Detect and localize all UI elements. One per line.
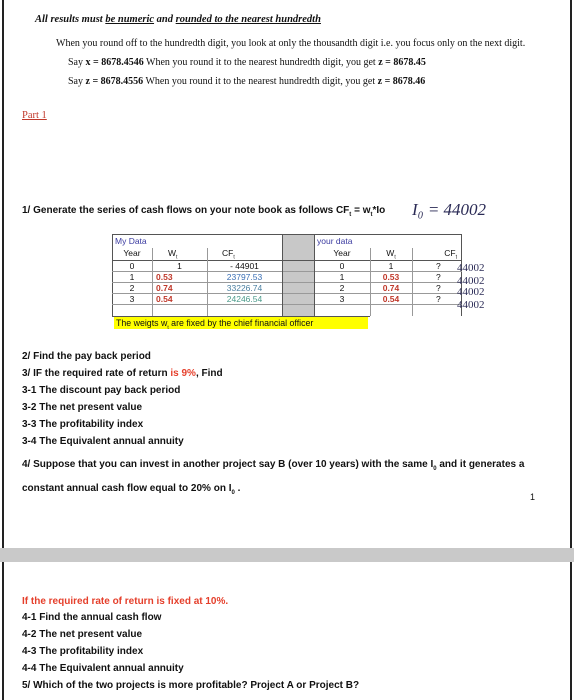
col-w: $W_t$ (168, 248, 178, 261)
your-col-w: $W_t$ (386, 248, 396, 261)
col-year: Year (123, 248, 141, 258)
table-cell: 33226.74 (226, 283, 263, 293)
question-4-3: 4-3 The profitability index (22, 646, 144, 657)
page-separator (0, 548, 574, 562)
question-4-4: 4-4 The Equivalent annual annuity (22, 663, 184, 674)
col-cf: $CF_t$ (222, 248, 235, 261)
table-cell: 0.54 (156, 294, 173, 304)
table-cell: 0.53 (382, 272, 400, 282)
table-cell: 1 (339, 272, 345, 282)
table-cell: 1 (129, 272, 135, 282)
weights-note: The weigts $w_t$ are fixed by the chief financial officer (116, 318, 314, 331)
my-data-header: My Data (115, 236, 147, 246)
page-border-left-2 (2, 562, 4, 700)
your-col-cf: $CF_t$ (444, 248, 457, 261)
your-col-year: Year (333, 248, 351, 258)
page-border-right (570, 0, 572, 548)
table-cell: 1 (388, 261, 394, 271)
table-cell: - 44901 (230, 261, 259, 271)
table-cell: 1 (177, 261, 182, 271)
table-cell: 3 (339, 294, 345, 304)
question-5: 5/ Which of the two projects is more profitable? Project A or Project B? (22, 680, 360, 691)
table-cell: 0.53 (156, 272, 173, 282)
question-4-1: 4-1 Find the annual cash flow (22, 612, 162, 623)
table-cell: 2 (129, 283, 135, 293)
table-cell: 0.74 (156, 283, 173, 293)
question-3: 3/ IF the required rate of return is 9%, Find (22, 368, 223, 379)
table-cell: 24246.54 (226, 294, 263, 304)
handwritten-value: 44002 (457, 262, 485, 274)
page-border-left (2, 0, 4, 548)
table-cell: 0 (129, 261, 135, 271)
question-3-4: 3-4 The Equivalent annual annuity (22, 436, 184, 447)
question-4-2: 4-2 The net present value (22, 629, 143, 640)
part-2-intro: If the required rate of return is fixed at 10%. (22, 596, 229, 607)
table-cell: ? (436, 272, 441, 282)
cash-flow-table (112, 234, 485, 331)
handwritten-value: 44002 (457, 286, 485, 298)
question-1: 1/ Generate the series of cash flows on your note book as follows $CF_t = w_t*Io$ (22, 205, 386, 218)
table-cell: ? (436, 261, 441, 271)
handwritten-value: 44002 (457, 299, 485, 311)
question-3-1: 3-1 The discount pay back period (22, 385, 181, 396)
question-2: 2/ Find the pay back period (22, 351, 151, 362)
table-cell: 2 (339, 283, 345, 293)
question-3-2: 3-2 The net present value (22, 402, 143, 413)
table-cell: 3 (129, 294, 135, 304)
page-border-right-2 (570, 562, 572, 700)
table-cell: 0.74 (382, 283, 400, 293)
table-cell: ? (436, 283, 441, 293)
io-value: I₀ = 44002 (412, 200, 487, 219)
rounding-explanation: When you round off to the hundredth digit, you look at only the thousandth digit i.e. you focus only on the next digit. Say x = 8678.4546 When you round it to the nearest hundredth digit, you get z = 8678.45 Say z = 8678.4556 When you round it to the nearest hundredth digit, you get z = 8678.46 (56, 38, 526, 87)
your-data-header: your data (317, 236, 353, 246)
page-number: 1 (530, 492, 536, 502)
table-cell: ? (436, 294, 441, 304)
note-title: All results must be numeric and rounded to the nearest hundredth (35, 14, 321, 25)
question-3-3: 3-3 The profitability index (22, 419, 144, 430)
part-1-heading: Part 1 (22, 110, 47, 121)
handwritten-value: 44002 (457, 275, 485, 287)
table-cell: 23797.53 (226, 272, 263, 282)
table-cell: 0.54 (382, 294, 400, 304)
question-4: 4/ Suppose that you can invest in another project say B (over 10 years) with the same $I_0$ and it generates a constant annual cash flow equal to 20% on $I_0$ . (22, 459, 525, 496)
table-cell: 0 (339, 261, 345, 271)
